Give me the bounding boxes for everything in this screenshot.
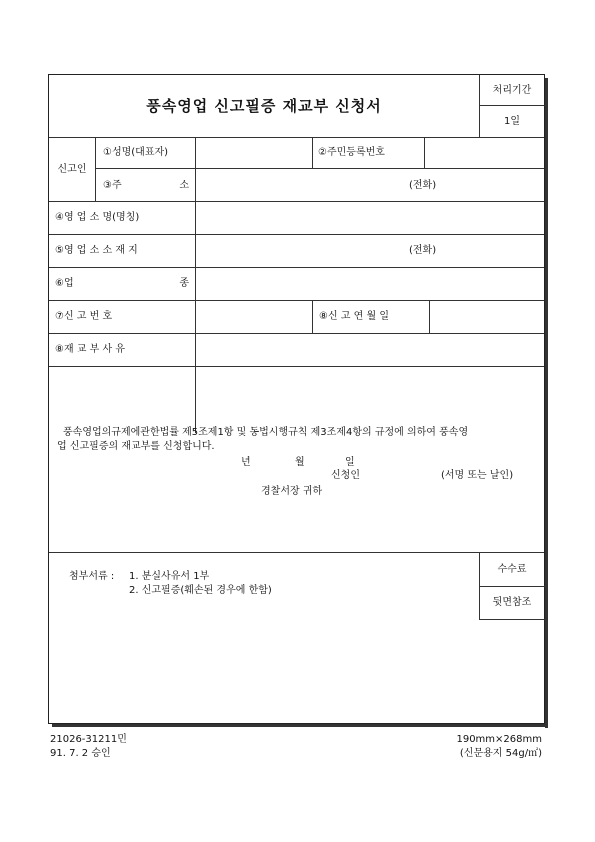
business-location-label: ⑤영 업 소 소 재 지 bbox=[55, 245, 138, 256]
reissue-reason-field[interactable] bbox=[196, 334, 544, 366]
form-title: 풍속영업 신고필증 재교부 신청서 bbox=[146, 97, 382, 115]
form-shadow-right bbox=[545, 78, 548, 728]
business-name-field[interactable] bbox=[196, 202, 544, 234]
reissue-reason-label: ⑧재 교 부 사 유 bbox=[55, 344, 125, 355]
paper-type: (신문용지 54g/㎡) bbox=[459, 748, 542, 759]
address-label-end: 소 bbox=[179, 180, 189, 191]
date-month-label: 월 bbox=[295, 457, 305, 468]
resident-number-field[interactable] bbox=[425, 138, 544, 168]
resident-number-label: ②주민등록번호 bbox=[318, 147, 385, 158]
report-date-label: ⑧신 고 연 월 일 bbox=[319, 311, 389, 322]
applicant-sign-label: 신청인 bbox=[331, 470, 360, 481]
application-form bbox=[48, 74, 545, 724]
name-field[interactable] bbox=[196, 138, 312, 168]
fee-value: 뒷면참조 bbox=[492, 597, 532, 608]
address-label-start: ③주 bbox=[103, 180, 122, 191]
paper-size: 190mm×268mm bbox=[456, 734, 542, 745]
address-phone-label: (전화) bbox=[409, 180, 437, 191]
report-date-field[interactable] bbox=[430, 301, 544, 333]
business-location-field[interactable] bbox=[196, 235, 544, 267]
processing-period-value: 1일 bbox=[503, 116, 521, 127]
business-type-label bbox=[55, 279, 189, 289]
attachment-item-1: 1. 분실사유서 1부 bbox=[129, 571, 210, 582]
business-type-label-end: 종 bbox=[179, 278, 189, 289]
attachment-item-2: 2. 신고필증(훼손된 경우에 한함) bbox=[129, 585, 272, 596]
business-type-label-start: ⑥업 bbox=[55, 278, 74, 289]
report-number-field[interactable] bbox=[196, 301, 312, 333]
recipient-label: 경찰서장 귀하 bbox=[261, 486, 323, 497]
approval-date: 91. 7. 2 승인 bbox=[50, 748, 111, 759]
name-label: ①성명(대표자) bbox=[103, 147, 169, 158]
address-label bbox=[103, 181, 189, 191]
date-day-label: 일 bbox=[345, 457, 355, 468]
applicant-group-label: 신고인 bbox=[57, 164, 87, 175]
statement-line-2: 업 신고필증의 재교부를 신청합니다. bbox=[57, 441, 215, 452]
business-location-phone-label: (전화) bbox=[409, 245, 437, 256]
statement-line-1: 풍속영업의규제에관한법률 제5조제1항 및 동법시행규칙 제3조제4항의 규정에 의하여 풍속영 bbox=[63, 427, 469, 438]
address-field[interactable] bbox=[196, 169, 544, 200]
processing-period-label: 처리기간 bbox=[492, 85, 532, 96]
form-shadow-bottom bbox=[52, 724, 548, 727]
form-code: 21026-31211민 bbox=[50, 734, 127, 745]
business-type-field[interactable] bbox=[196, 268, 544, 300]
signature-note: (서명 또는 날인) bbox=[441, 470, 514, 481]
date-year-label: 년 bbox=[241, 457, 251, 468]
attachments-label: 첨부서류 : bbox=[69, 571, 115, 582]
business-name-label: ④영 업 소 명(명칭) bbox=[55, 212, 140, 223]
fee-label: 수수료 bbox=[497, 564, 527, 575]
report-number-label: ⑦신 고 번 호 bbox=[55, 311, 113, 322]
